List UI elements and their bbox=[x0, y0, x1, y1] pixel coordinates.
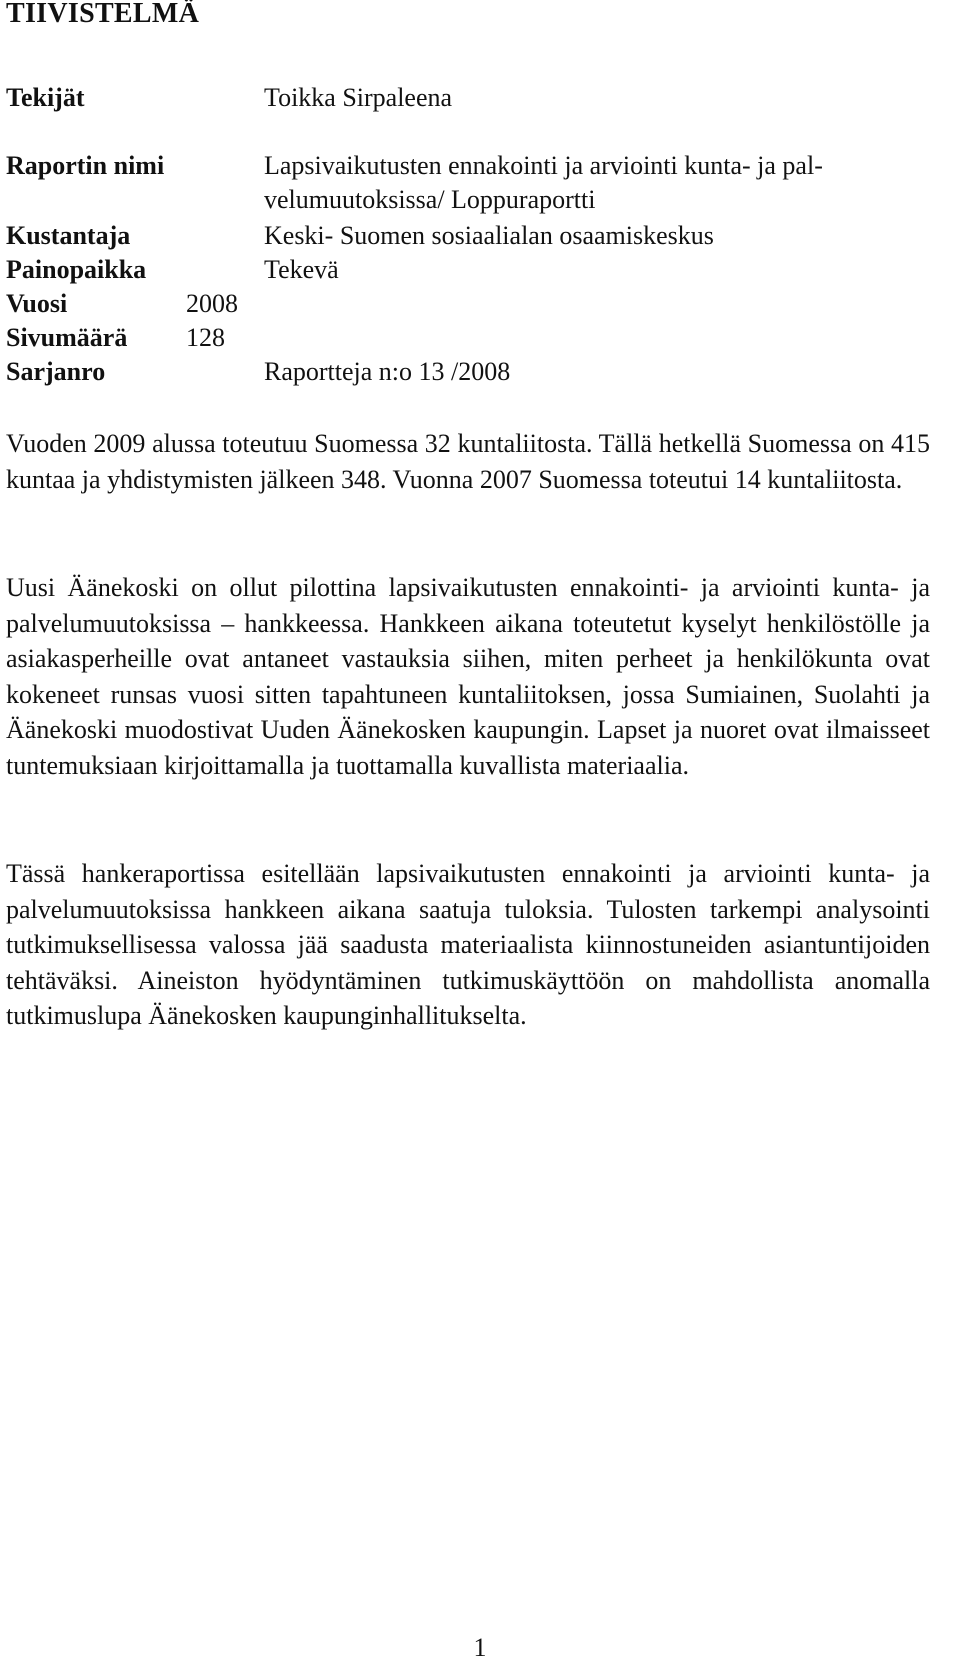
meta-value: Tekevä bbox=[264, 255, 339, 284]
meta-label: Sivumäärä bbox=[6, 323, 128, 352]
meta-value: Keski- Suomen sosiaalialan osaamiskeskus bbox=[264, 221, 714, 250]
page-number: 1 bbox=[473, 1633, 487, 1662]
paragraph-intro: Vuoden 2009 alussa toteutuu Suomessa 32 kuntaliitosta. Tällä hetkellä Suomessa on 415 kuntaa ja yhdistymisten jälkeen 348. Vuonna 2007 Suomessa toteutui 14 kuntaliitosta. bbox=[6, 429, 930, 494]
paragraph-report: Tässä hankeraportissa esitellään lapsivaikutusten ennakointi ja arviointi kunta- ja palvelumuutoksissa hankkeen aikana saatuja tuloksia. Tulosten tarkempi analysointi tutkimuksellisessa valossa jää saadusta materiaalista kiinnostuneiden asiantuntijoiden tehtäväksi. Aineiston hyödyntäminen tutkimuskäyttöön on mahdollista anomalla tutkimuslupa Äänekosken kaupunginhallitukselta. bbox=[6, 859, 930, 1030]
meta-value: Lapsivaikutusten ennakointi ja arviointi kunta- ja pal- bbox=[264, 151, 823, 180]
meta-label: Tekijät bbox=[6, 83, 85, 112]
meta-label: Vuosi bbox=[6, 289, 68, 318]
paragraph-pilot: Uusi Äänekoski on ollut pilottina lapsivaikutusten ennakointi- ja arviointi kunta- ja palvelumuutoksissa – hankkeessa. Hankkeen aikana toteutetut kyselyt henkilöstölle ja asiakasperheille ovat antaneet vastauksia siihen, miten perheet ja henkilökunta ovat kokeneet runsas vuosi sitten tapahtuneen kuntaliitoksen, jossa Sumiainen, Suolahti ja Äänekoski muodostivat Uuden Äänekosken kaupungin. Lapset ja nuoret ovat ilmaisseet tuntemuksiaan kirjoittamalla ja tuottamalla kuvallista materiaalia. bbox=[6, 573, 930, 780]
meta-value: velumuutoksissa/ Loppuraportti bbox=[264, 185, 596, 214]
meta-value: 128 bbox=[186, 323, 225, 352]
meta-value: Toikka Sirpaleena bbox=[264, 83, 453, 112]
meta-value: Raportteja n:o 13 /2008 bbox=[264, 357, 511, 386]
meta-label: Painopaikka bbox=[6, 255, 147, 284]
meta-value: 2008 bbox=[186, 289, 238, 318]
meta-label: Raportin nimi bbox=[6, 151, 165, 180]
meta-label: Kustantaja bbox=[6, 221, 131, 250]
meta-label: Sarjanro bbox=[6, 357, 106, 386]
document-heading: TIIVISTELMÄ bbox=[6, 0, 200, 29]
